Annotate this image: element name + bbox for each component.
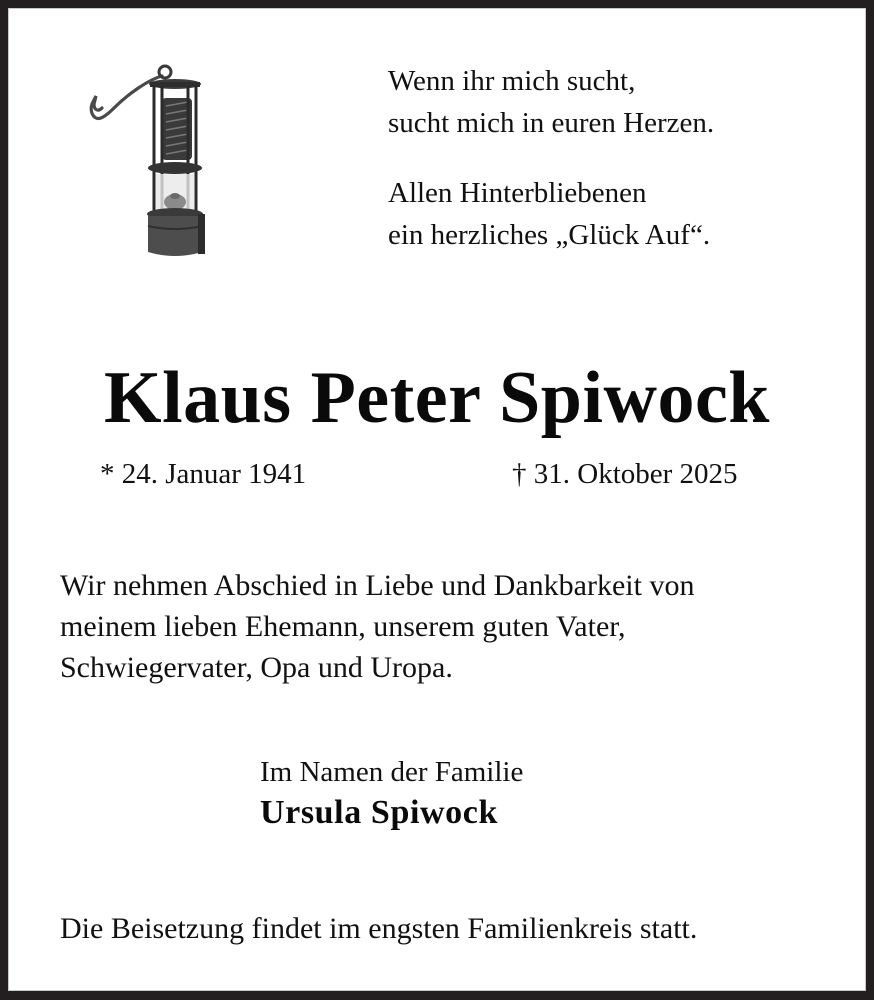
verse-line: Allen Hinterbliebenen: [388, 177, 647, 209]
farewell-line: Schwiegervater, Opa und Uropa.: [60, 651, 453, 684]
farewell-text: [60, 565, 694, 688]
verse-line: ein herzliches „Glück Auf“.: [388, 219, 711, 251]
verse: [388, 60, 714, 256]
death-date: † 31. Oktober 2025: [512, 458, 738, 490]
burial-note: Die Beisetzung findet im engsten Familienkreis statt.: [60, 912, 698, 945]
verse-line: sucht mich in euren Herzen.: [388, 107, 715, 139]
deceased-name: Klaus Peter Spiwock: [104, 357, 770, 439]
birth-date: * 24. Januar 1941: [100, 458, 307, 490]
signature-name: Ursula Spiwock: [260, 794, 498, 831]
verse-line: Wenn ihr mich sucht,: [388, 65, 636, 97]
signature-intro: Im Namen der Familie: [260, 756, 524, 788]
farewell-line: Wir nehmen Abschied in Liebe und Dankbarkeit von: [60, 569, 695, 602]
farewell-line: meinem lieben Ehemann, unserem guten Vater,: [60, 610, 626, 643]
miners-lamp-icon: [78, 56, 213, 256]
verse-stanza-gap: [388, 144, 714, 172]
